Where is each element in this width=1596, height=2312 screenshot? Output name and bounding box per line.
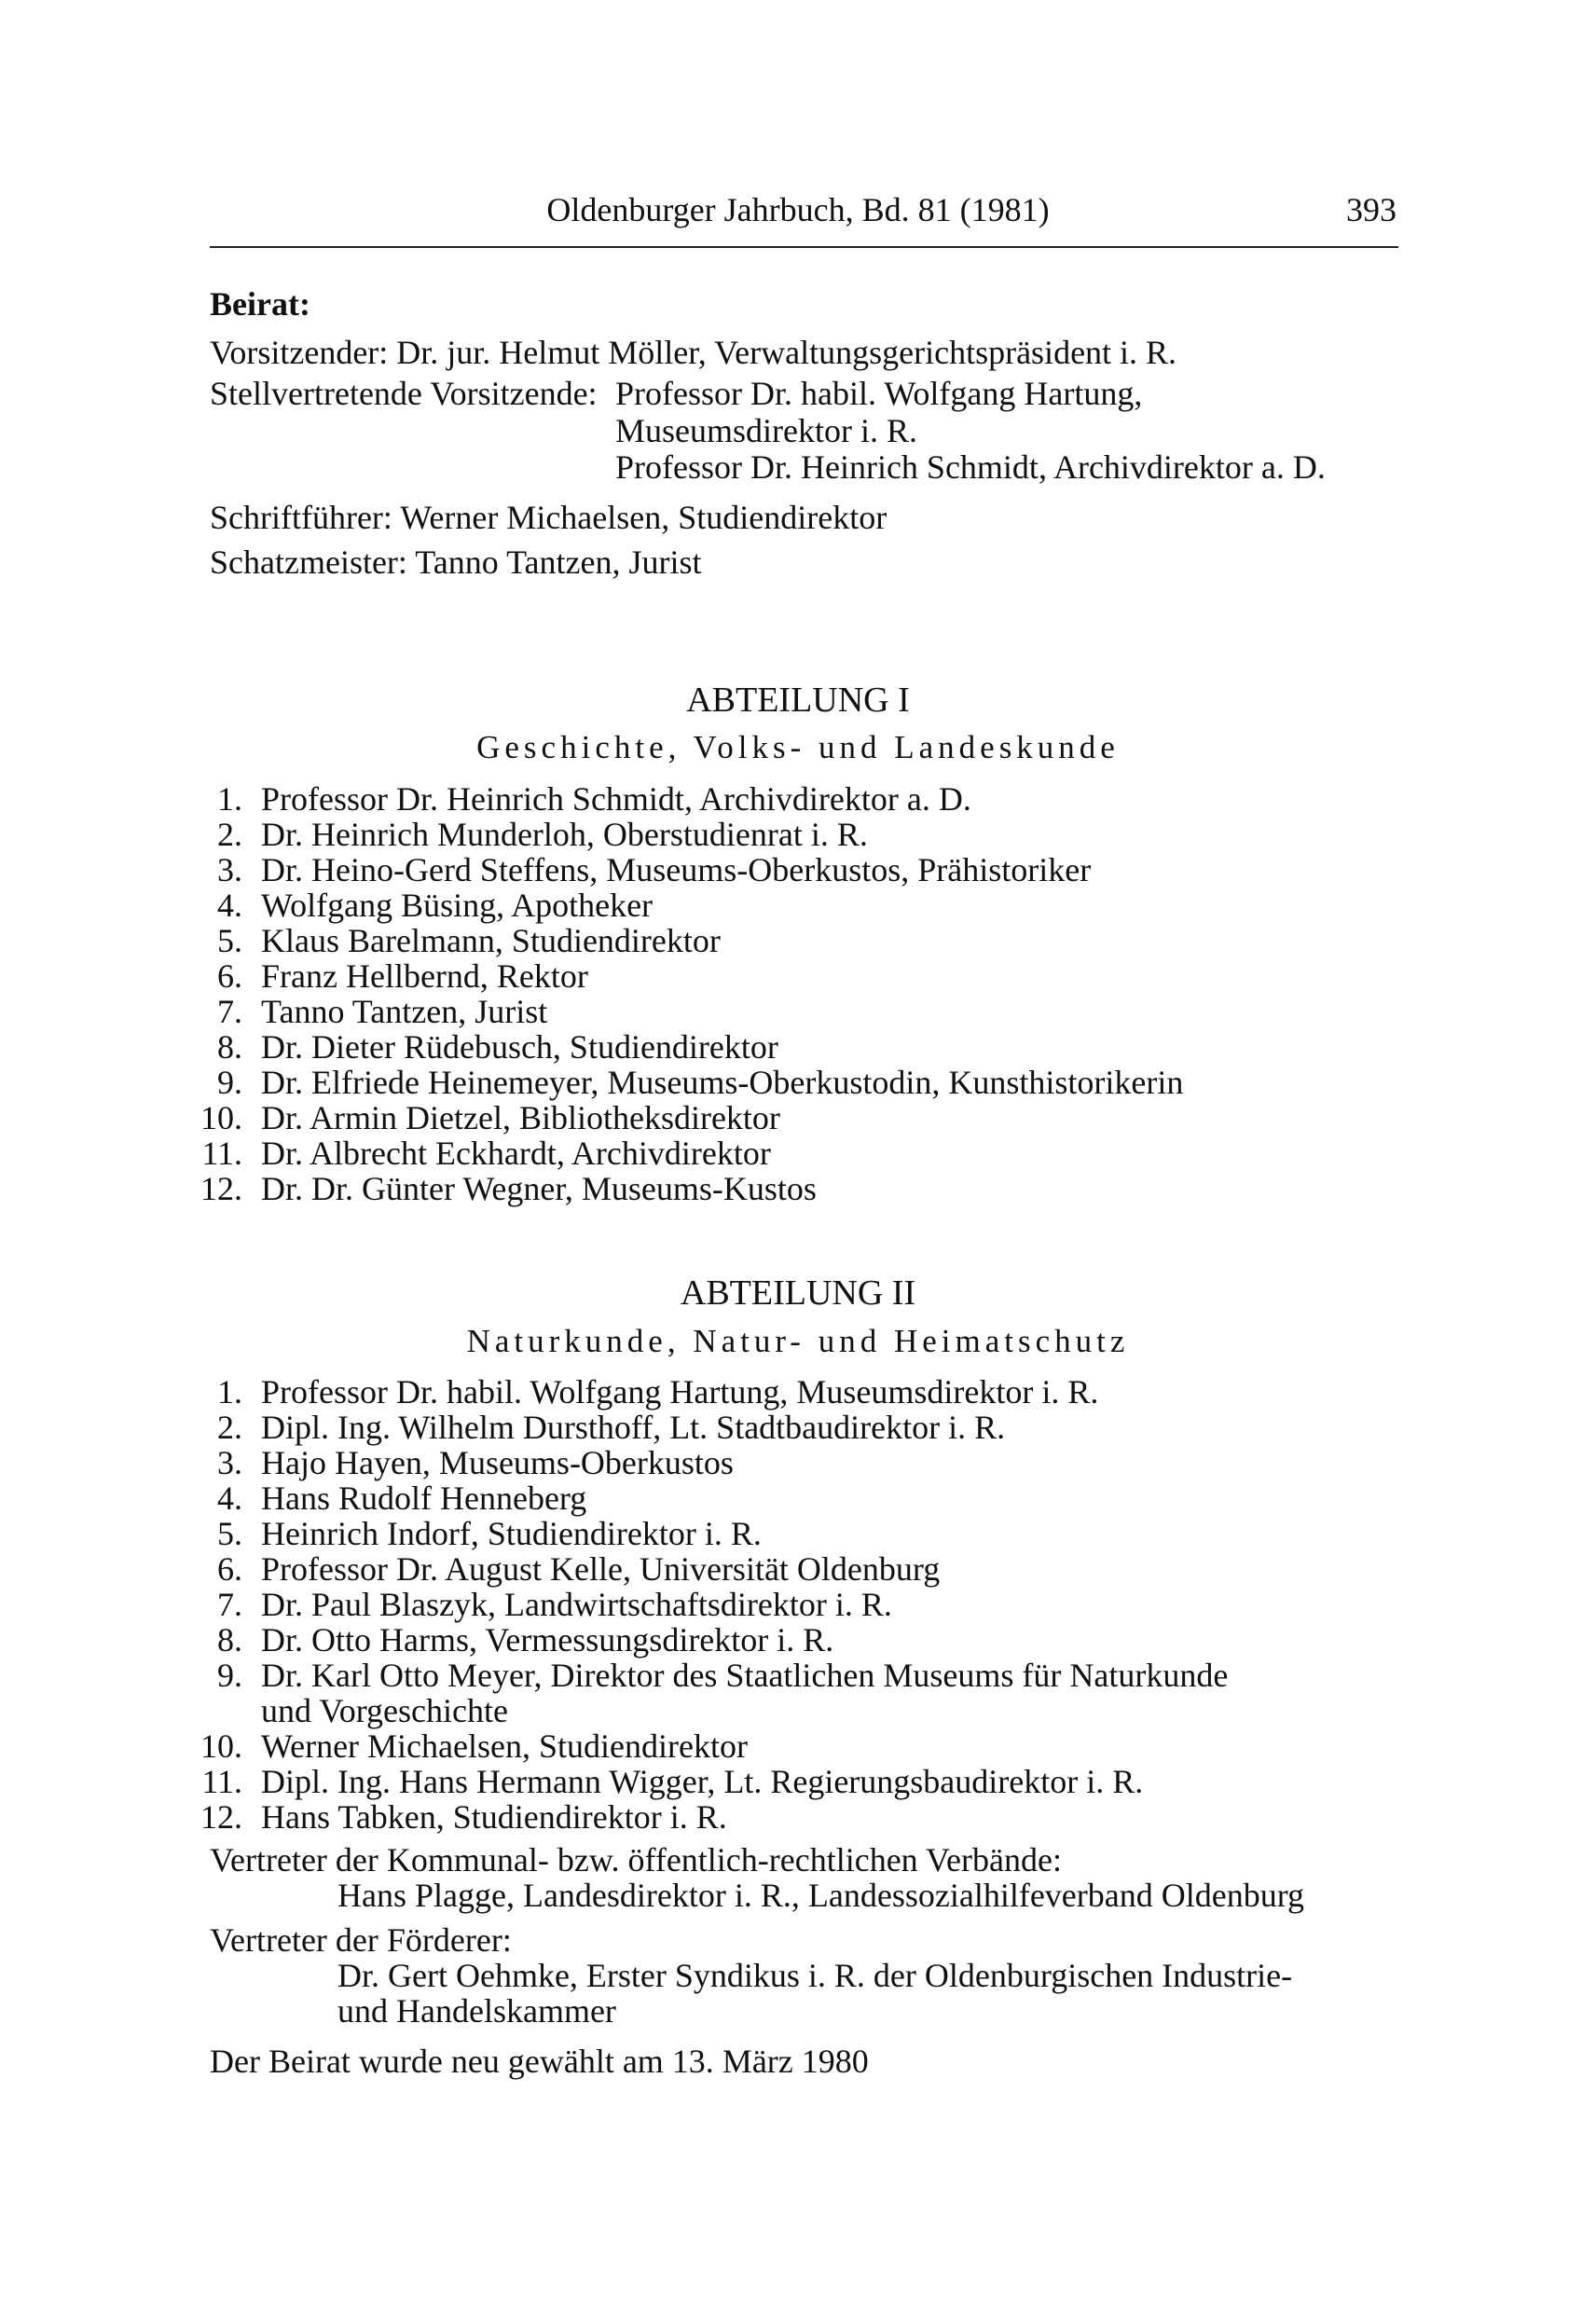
list-number: 8. (217, 1621, 242, 1658)
beirat-deputy-label: Stellvertretende Vorsitzende: (210, 375, 598, 412)
list-number: 5. (217, 922, 242, 959)
list-number: 12. (200, 1170, 242, 1207)
list-text: Franz Hellbernd, Rektor (261, 957, 588, 995)
page-number: 393 (1346, 191, 1396, 228)
running-header-title: Oldenburger Jahrbuch, Bd. 81 (1981) (546, 191, 1050, 228)
list-number: 6. (217, 1550, 242, 1588)
abteilung-2-subheading: Naturkunde, Natur- und Heimatschutz (466, 1323, 1130, 1359)
list-text: Dr. Paul Blaszyk, Landwirtschaftsdirektor i. R. (261, 1586, 892, 1623)
list-number: 2. (217, 1409, 242, 1446)
abteilung-2-heading: ABTEILUNG II (680, 1273, 916, 1313)
abteilung-1-subheading: Geschichte, Volks- und Landeskunde (476, 729, 1120, 765)
vertreter-foerderer-label: Vertreter der Förderer: (210, 1921, 512, 1959)
list-number: 8. (217, 1028, 242, 1066)
list-text: Dr. Albrecht Eckhardt, Archivdirektor (261, 1135, 771, 1172)
list-text: Dr. Elfriede Heinemeyer, Museums-Oberkustodin, Kunsthistorikerin (261, 1064, 1184, 1101)
list-text: Dipl. Ing. Wilhelm Dursthoff, Lt. Stadtbaudirektor i. R. (261, 1409, 1006, 1446)
list-text: Dr. Otto Harms, Vermessungsdirektor i. R. (261, 1621, 834, 1658)
list-number: 12. (200, 1798, 242, 1836)
list-number: 3. (217, 1444, 242, 1481)
list-text: Dipl. Ing. Hans Hermann Wigger, Lt. Regierungsbaudirektor i. R. (261, 1763, 1144, 1800)
list-text: Professor Dr. habil. Wolfgang Hartung, Museumsdirektor i. R. (261, 1373, 1099, 1411)
list-text: und Vorgeschichte (261, 1692, 508, 1729)
beirat-deputy-1-line2: Museumsdirektor i. R. (615, 412, 917, 449)
header-rule (210, 246, 1398, 248)
list-number: 9. (217, 1064, 242, 1101)
list-number: 5. (217, 1515, 242, 1552)
list-text: Wolfgang Büsing, Apotheker (261, 887, 654, 924)
beirat-chair: Vorsitzender: Dr. jur. Helmut Möller, Verwaltungsgerichtspräsident i. R. (210, 334, 1177, 371)
list-number: 6. (217, 957, 242, 995)
vertreter-kommunal-name: Hans Plagge, Landesdirektor i. R., Landessozialhilfeverband Oldenburg (337, 1877, 1305, 1914)
list-number: 9. (217, 1657, 242, 1694)
list-number: 11. (201, 1135, 242, 1172)
list-number: 10. (200, 1099, 242, 1136)
list-text: Tanno Tantzen, Jurist (261, 993, 548, 1030)
beirat-deputy-1-line1: Professor Dr. habil. Wolfgang Hartung, (615, 375, 1143, 412)
list-text: Hajo Hayen, Museums-Oberkustos (261, 1444, 734, 1481)
list-number: 7. (217, 993, 242, 1030)
abteilung-1-heading: ABTEILUNG I (686, 681, 910, 720)
list-text: Dr. Karl Otto Meyer, Direktor des Staatlichen Museums für Naturkunde (261, 1657, 1229, 1694)
list-number: 4. (217, 887, 242, 924)
list-text: Heinrich Indorf, Studiendirektor i. R. (261, 1515, 762, 1552)
list-text: Hans Rudolf Henneberg (261, 1479, 587, 1517)
list-number: 11. (201, 1763, 242, 1800)
list-text: Dr. Armin Dietzel, Bibliotheksdirektor (261, 1099, 780, 1136)
list-number: 3. (217, 851, 242, 888)
list-text: Professor Dr. Heinrich Schmidt, Archivdirektor a. D. (261, 780, 971, 818)
beirat-secretary: Schriftführer: Werner Michaelsen, Studiendirektor (210, 499, 887, 536)
election-note: Der Beirat wurde neu gewählt am 13. März 1980 (210, 2043, 869, 2080)
beirat-heading: Beirat: (210, 285, 310, 323)
list-number: 4. (217, 1479, 242, 1517)
list-text: Dr. Heino-Gerd Steffens, Museums-Oberkustos, Prähistoriker (261, 851, 1092, 888)
list-number: 2. (217, 816, 242, 853)
list-number: 10. (200, 1727, 242, 1765)
list-number: 1. (217, 780, 242, 818)
vertreter-kommunal-label: Vertreter der Kommunal- bzw. öffentlich-rechtlichen Verbände: (210, 1841, 1062, 1878)
list-text: Professor Dr. August Kelle, Universität Oldenburg (261, 1550, 941, 1588)
list-text: Hans Tabken, Studiendirektor i. R. (261, 1798, 727, 1836)
list-text: Dr. Dr. Günter Wegner, Museums-Kustos (261, 1170, 817, 1207)
list-text: Dr. Heinrich Munderloh, Oberstudienrat i. R. (261, 816, 868, 853)
beirat-deputy-2: Professor Dr. Heinrich Schmidt, Archivdirektor a. D. (615, 448, 1326, 486)
list-text: Werner Michaelsen, Studiendirektor (261, 1727, 748, 1765)
beirat-treasurer: Schatzmeister: Tanno Tantzen, Jurist (210, 544, 702, 581)
list-text: Dr. Dieter Rüdebusch, Studiendirektor (261, 1028, 778, 1066)
list-number: 7. (217, 1586, 242, 1623)
list-number: 1. (217, 1373, 242, 1411)
vertreter-foerderer-line2: und Handelskammer (337, 1992, 616, 2030)
vertreter-foerderer-line1: Dr. Gert Oehmke, Erster Syndikus i. R. der Oldenburgischen Industrie- (337, 1957, 1293, 1994)
list-text: Klaus Barelmann, Studiendirektor (261, 922, 721, 959)
